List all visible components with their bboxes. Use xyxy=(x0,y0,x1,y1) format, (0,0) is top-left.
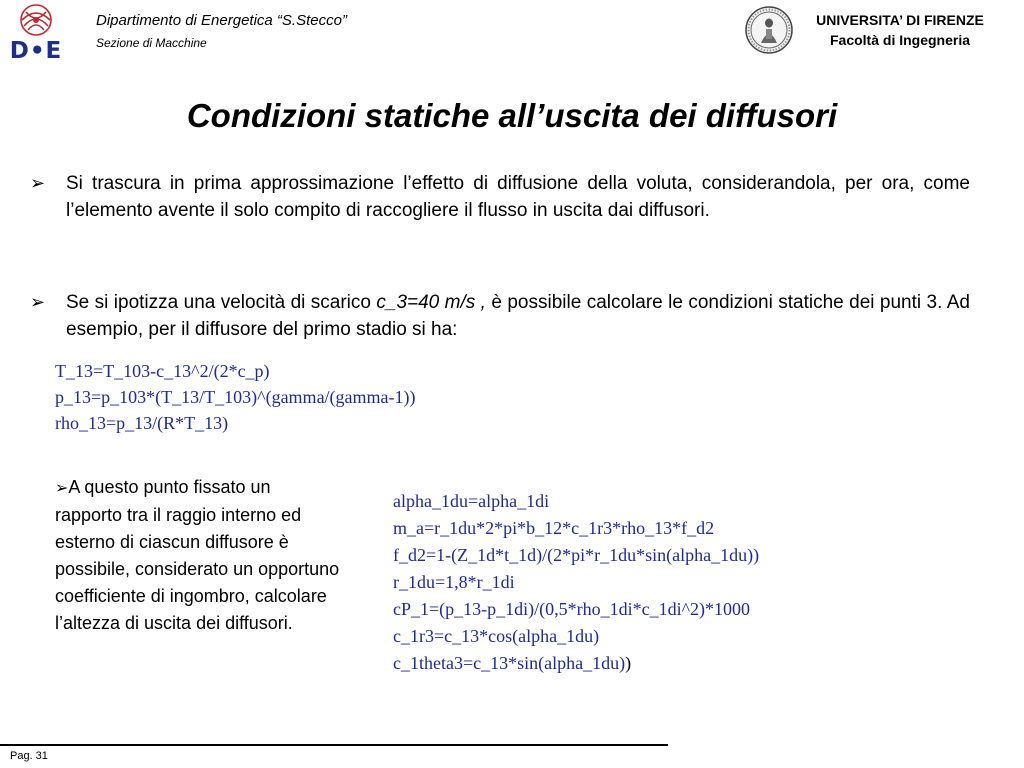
exit-velocity-value: c_3=40 m/s , xyxy=(376,292,486,313)
bullet-text-2-start: Se si ipotizza una velocità di scarico xyxy=(66,292,377,313)
equation-line-last xyxy=(393,650,759,677)
slide-title: Condizioni statiche all’uscita dei diffusori xyxy=(186,97,838,134)
bullet-text-2 xyxy=(66,289,970,343)
equation-line: rho_13=p_13/(R*T_13) xyxy=(55,413,229,433)
equation-closing-paren: ) xyxy=(625,653,632,673)
university-seal-icon xyxy=(744,5,794,55)
diffuser-height-equations xyxy=(393,488,759,677)
university-seal xyxy=(744,5,794,55)
equation-line: T_13=T_103-c_13^2/(2*c_p) xyxy=(55,361,270,381)
equation-line: r_1du=1,8*r_1di xyxy=(393,572,515,592)
equation-line: f_d2=1-(Z_1d*t_1d)/(2*pi*r_1du*sin(alpha_1du)) xyxy=(393,545,760,565)
department-name: Dipartimento di Energetica “S.Stecco” xyxy=(96,12,347,29)
bullet-arrow-icon: ➢ xyxy=(55,480,69,497)
bullet-text-2-end: è possibile calcolare le condizioni statiche dei punti 3. Ad esempio, per il diffusore del primo stadio si ha: xyxy=(66,292,970,340)
university-block xyxy=(795,10,1005,50)
university-name: UNIVERSITA’ DI FIRENZE xyxy=(816,12,984,28)
bullet-arrow-icon: ➢ xyxy=(30,292,46,312)
faculty-name: Facoltà di Ingegneria xyxy=(829,32,971,48)
equation-line: cP_1=(p_13-p_1di)/(0,5*rho_1di*c_1di^2)*1000 xyxy=(393,599,751,619)
section-name: Sezione di Macchine xyxy=(96,36,207,50)
department-logo xyxy=(4,2,68,66)
equation-line: m_a=r_1du*2*pi*b_12*c_1r3*rho_13*f_d2 xyxy=(393,518,715,538)
equation-line: c_1r3=c_13*cos(alpha_1du) xyxy=(393,626,600,646)
bullet-text-1: Si trascura in prima approssimazione l’effetto di diffusione della voluta, considerandola, per ora, come l’elemento avente il solo compito di raccogliere il flusso in uscita dai diffusori. xyxy=(66,173,970,221)
bullet-item-2 xyxy=(30,289,970,343)
bullet-item-1 xyxy=(30,170,970,224)
page-number: Pag. 31 xyxy=(10,750,48,762)
footer-divider xyxy=(0,744,668,746)
bullet-item-3 xyxy=(55,474,340,637)
bullet-arrow-icon: ➢ xyxy=(30,173,46,193)
equation-line: p_13=p_103*(T_13/T_103)^(gamma/(gamma-1)) xyxy=(55,387,416,407)
bullet-text-3: A questo punto fissato un rapporto tra il raggio interno ed esterno di ciascun diffusore è possibile, considerato un opportuno coefficiente di ingombro, calcolare l’altezza di uscita dei diffusori. xyxy=(55,477,340,633)
equation-line: alpha_1du=alpha_1di xyxy=(393,491,550,511)
static-conditions-equations xyxy=(55,358,416,436)
equation-line: c_1theta3=c_13*sin(alpha_1du) xyxy=(393,653,626,673)
logo-letters: D•E xyxy=(9,38,63,64)
